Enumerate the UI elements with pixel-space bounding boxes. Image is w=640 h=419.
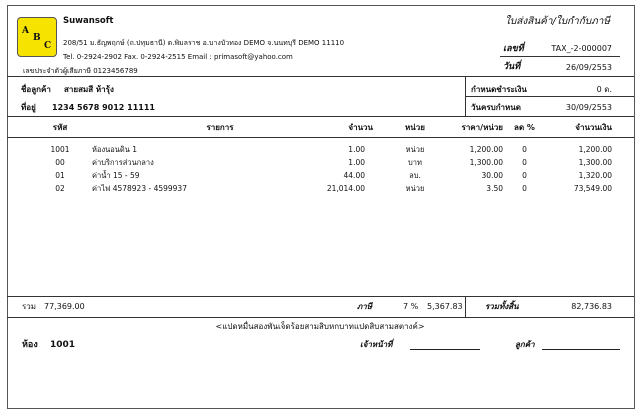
row-desc: ค่าไฟ 4578923 - 4599937 bbox=[92, 184, 187, 193]
logo-letter-b: B bbox=[33, 33, 41, 43]
staff-signature-line bbox=[410, 349, 480, 350]
vat-label: ภาษี bbox=[357, 302, 373, 311]
col-header-code: รหัส bbox=[52, 123, 68, 132]
subtotal-label: รวม bbox=[22, 302, 37, 311]
row-unit: ลบ. bbox=[409, 171, 421, 180]
customer-address: 1234 5678 9012 11111 bbox=[52, 103, 155, 112]
row-qty: 1.00 bbox=[348, 158, 365, 167]
row-discount: 0 bbox=[522, 158, 527, 167]
staff-label: เจ้าหน้าที่ bbox=[360, 340, 393, 349]
col-header-discount: ลด % bbox=[514, 123, 535, 132]
row-price: 30.00 bbox=[481, 171, 503, 180]
header-divider bbox=[7, 76, 634, 77]
doc-number: TAX_-2-000007 bbox=[551, 44, 612, 53]
due-date: 30/09/2553 bbox=[565, 103, 612, 112]
row-code: 02 bbox=[55, 184, 65, 193]
subtotal-value: 77,369.00 bbox=[44, 302, 85, 311]
doc-date: 26/09/2553 bbox=[565, 63, 612, 72]
row-price: 1,300.00 bbox=[469, 158, 503, 167]
row-qty: 21,014.00 bbox=[326, 184, 365, 193]
logo-letter-a: A bbox=[22, 26, 29, 36]
col-header-amount: จำนวนเงิน bbox=[575, 123, 612, 132]
row-desc: ห้องนอนดิน 1 bbox=[92, 145, 138, 154]
company-name: Suwansoft bbox=[63, 16, 114, 26]
row-qty: 1.00 bbox=[348, 145, 365, 154]
row-amount: 1,300.00 bbox=[578, 158, 612, 167]
company-address: 208/51 ม.ธัญพฤกษ์ (ถ.ปทุมธานี) ต.พิมลราช อ.บางบัวทอง DEMO จ.นนทบุรี DEMO 11110 bbox=[63, 39, 345, 47]
customer-name-label: ชื่อลูกค้า bbox=[21, 85, 51, 94]
totals-bottom-line bbox=[7, 317, 634, 318]
row-discount: 0 bbox=[522, 171, 527, 180]
doc-number-underline bbox=[500, 56, 620, 57]
row-amount: 1,320.00 bbox=[578, 171, 612, 180]
company-contact: Tel. 0-2924-2902 Fax. 0-2924-2515 Email : primasoft@yahoo.com bbox=[63, 53, 293, 61]
row-unit: หน่วย bbox=[405, 145, 425, 154]
row-unit: หน่วย bbox=[405, 184, 425, 193]
document-title: ใบส่งสินค้า/ใบกำกับภาษี bbox=[505, 16, 610, 27]
row-amount: 1,200.00 bbox=[578, 145, 612, 154]
row-code: 01 bbox=[55, 171, 65, 180]
due-date-label: วันครบกำหนด bbox=[471, 103, 521, 112]
row-price: 1,200.00 bbox=[469, 145, 503, 154]
room-number: 1001 bbox=[50, 340, 76, 350]
row-amount: 73,549.00 bbox=[573, 184, 612, 193]
row-price: 3.50 bbox=[486, 184, 503, 193]
row-discount: 0 bbox=[522, 145, 527, 154]
row-qty: 44.00 bbox=[343, 171, 365, 180]
col-header-price: ราคา/หน่วย bbox=[461, 123, 503, 132]
customer-name: สายสมสี ห้ารุ้ง bbox=[64, 85, 114, 94]
vat-amount: 5,367.83 bbox=[427, 302, 463, 311]
row-desc: ค่าบริการส่วนกลาง bbox=[92, 158, 154, 167]
grand-total-label: รวมทั้งสิ้น bbox=[485, 302, 519, 311]
totals-divider bbox=[465, 296, 466, 317]
grand-total-value: 82,736.83 bbox=[571, 302, 612, 311]
table-header-line bbox=[7, 137, 634, 138]
totals-top-line bbox=[7, 296, 634, 297]
credit-value: 0 ด. bbox=[596, 85, 612, 94]
customer-signature-line bbox=[542, 349, 620, 350]
credit-label: กำหนดชำระเงิน bbox=[471, 85, 527, 94]
credit-underline bbox=[465, 96, 634, 97]
vat-rate: 7 % bbox=[403, 302, 419, 311]
doc-date-label: วันที่ bbox=[503, 62, 521, 72]
row-discount: 0 bbox=[522, 184, 527, 193]
col-header-desc: รายการ bbox=[206, 123, 234, 132]
room-label: ห้อง bbox=[22, 340, 38, 350]
company-logo bbox=[17, 17, 57, 57]
customer-address-label: ที่อยู่ bbox=[21, 103, 36, 112]
logo-letter-c: C bbox=[44, 41, 52, 51]
row-code: 1001 bbox=[50, 145, 70, 154]
row-desc: ค่าน้ำ 15 - 59 bbox=[92, 171, 140, 180]
row-code: 00 bbox=[55, 158, 65, 167]
row-unit: บาท bbox=[408, 158, 422, 167]
doc-number-label: เลขที่ bbox=[503, 44, 524, 54]
customer-sign-label: ลูกค้า bbox=[515, 340, 535, 349]
col-header-unit: หน่วย bbox=[405, 123, 425, 132]
company-tax-id: เลขประจำตัวผู้เสียภาษี 0123456789 bbox=[23, 67, 138, 75]
table-top-line bbox=[7, 116, 634, 117]
col-header-qty: จำนวน bbox=[348, 123, 373, 132]
amount-in-words: <แปดหมื่นสองพันเจ็ดร้อยสามสิบหกบาทแปดสิบสามสตางค์> bbox=[215, 322, 425, 331]
